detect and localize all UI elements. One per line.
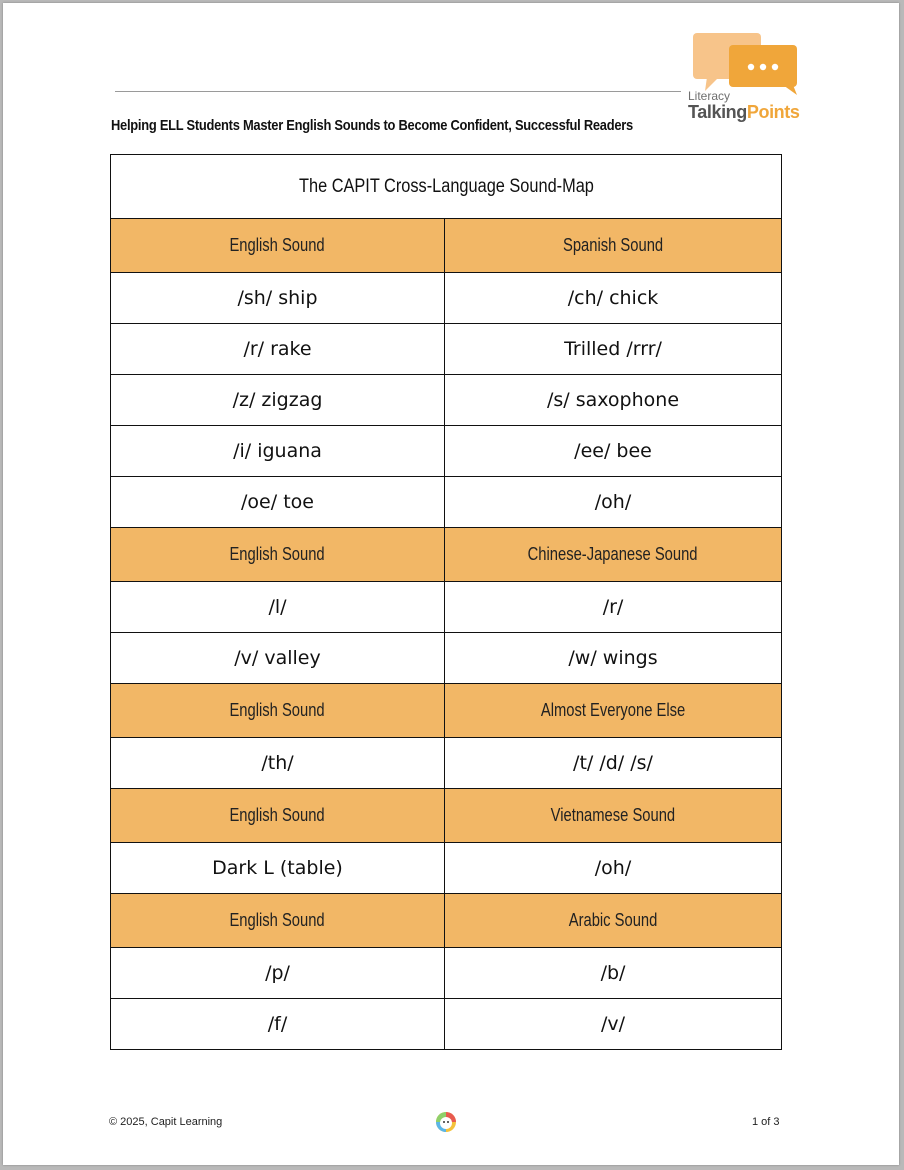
table-header-row [111,789,782,843]
table-cell-right [445,999,782,1050]
column-header-left [111,789,445,843]
table-cell-left [111,426,445,477]
document-page [3,3,899,1165]
cell-text-left: /r/ rake [243,338,312,360]
table-cell-left [111,738,445,789]
column-header-left [111,528,445,582]
capit-mascot-icon [435,1111,457,1133]
table-row [111,324,782,375]
table-row [111,633,782,684]
column-header-text-right: Arabic Sound [568,910,658,930]
cell-text-left: /i/ iguana [233,440,322,462]
table-cell-right [445,273,782,324]
cell-text-left: /l/ [268,596,287,618]
cell-text-right: /ch/ chick [567,287,659,309]
table-header-row [111,684,782,738]
column-header-text-left: English Sound [229,700,326,720]
cell-text-right: /s/ saxophone [546,389,680,411]
cell-text-left: /f/ [267,1013,288,1035]
table-cell-left [111,324,445,375]
sound-map-table [110,154,782,1050]
table-row [111,843,782,894]
cell-text-right: Trilled /rrr/ [564,338,662,360]
logo-points-text: Points [746,102,800,122]
table-header-row [111,894,782,948]
header-divider [115,91,681,92]
table-cell-right [445,477,782,528]
table-row [111,999,782,1050]
cell-text-right: /r/ [602,596,624,618]
column-header-text-left: English Sound [229,544,326,564]
table-row [111,426,782,477]
chat-bubbles-icon [693,33,805,95]
table-row [111,375,782,426]
table-cell-right [445,738,782,789]
table-cell-right [445,582,782,633]
table-cell-left [111,633,445,684]
cell-text-left: /oe/ toe [241,491,314,513]
table-cell-left [111,375,445,426]
column-header-text-right: Vietnamese Sound [550,805,676,825]
footer-page-number: 1 of 3 [752,1116,780,1128]
cell-text-left: /p/ [265,962,290,984]
column-header-text-right: Almost Everyone Else [540,700,686,720]
cell-text-right: /w/ wings [568,647,658,669]
table-cell-left [111,843,445,894]
table-header-row [111,219,782,273]
cell-text-right: /t/ /d/ /s/ [573,752,653,774]
table-cell-left [111,582,445,633]
column-header-right [445,219,782,273]
footer-copyright: © 2025, Capit Learning [109,1116,223,1128]
cell-text-right: /b/ [600,962,626,984]
table-cell-left [111,273,445,324]
column-header-text-left: English Sound [229,805,326,825]
literacy-talkingpoints-logo [685,33,805,125]
table-cell-right [445,426,782,477]
table-cell-left [111,477,445,528]
column-header-right [445,789,782,843]
table-cell-right [445,324,782,375]
cell-text-right: /oh/ [594,857,632,879]
column-header-left [111,219,445,273]
column-header-right [445,684,782,738]
table-row [111,477,782,528]
cell-text-right: /oh/ [594,491,632,513]
column-header-text-right: Chinese-Japanese Sound [528,544,698,564]
document-subtitle: Helping ELL Students Master English Sounds to Become Confident, Successful Readers [111,117,633,134]
logo-talking-text: Talking [688,102,747,122]
table-row [111,582,782,633]
cell-text-left: /z/ zigzag [232,389,323,411]
column-header-right [445,894,782,948]
table-cell-left [111,999,445,1050]
table-title [111,155,782,219]
table-row [111,273,782,324]
table-title-text: The CAPIT Cross-Language Sound-Map [298,175,594,197]
column-header-left [111,894,445,948]
table-row [111,948,782,999]
column-header-text-right: Spanish Sound [562,235,664,255]
cell-text-left: /th/ [261,752,294,774]
column-header-left [111,684,445,738]
logo-talkingpoints-text [688,102,799,123]
table-cell-right [445,843,782,894]
cell-text-left: /v/ valley [234,647,321,669]
column-header-right [445,528,782,582]
column-header-text-left: English Sound [229,910,326,930]
cell-text-left: /sh/ ship [237,287,318,309]
table-row [111,738,782,789]
table-cell-right [445,633,782,684]
logo-literacy-text: Literacy [688,89,731,103]
cell-text-left: Dark L (table) [212,857,343,879]
table-cell-right [445,948,782,999]
table-header-row [111,528,782,582]
column-header-text-left: English Sound [229,235,326,255]
table-cell-right [445,375,782,426]
cell-text-right: /v/ [600,1013,626,1035]
table-cell-left [111,948,445,999]
cell-text-right: /ee/ bee [574,440,652,462]
